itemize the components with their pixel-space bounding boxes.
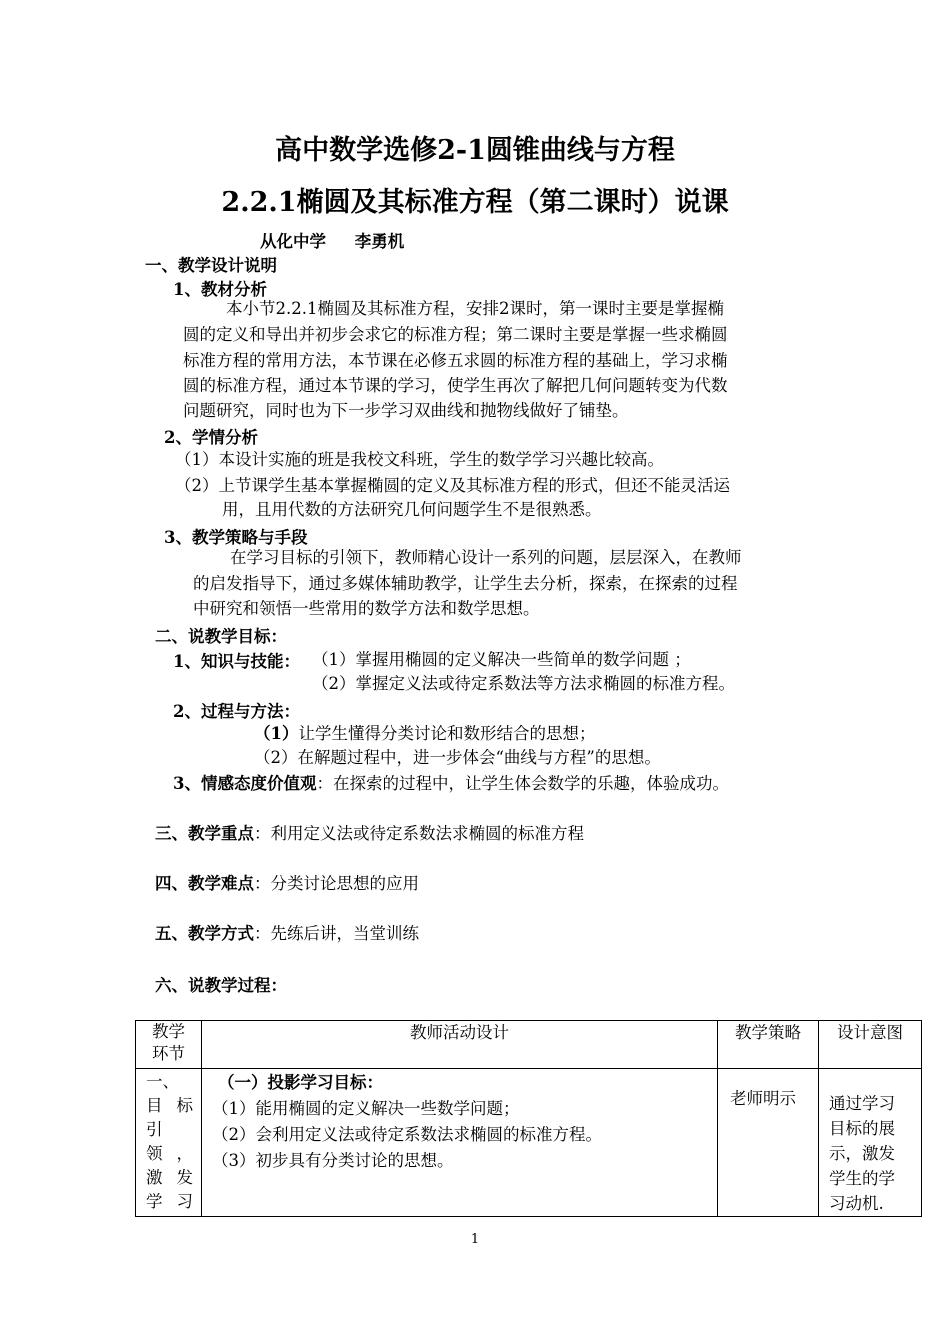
goal-line: 让学生懂得分类讨论和数形结合的思想； — [298, 724, 596, 743]
section-4-label: 四、教学难点 — [155, 874, 254, 893]
paragraph-line: （1）本设计实施的班是我校文科班，学生的数学学习兴趣比较高。 — [175, 450, 664, 469]
stage-line: 引 — [146, 1120, 163, 1139]
stage-cell — [136, 1069, 202, 1217]
paragraph-line: 中研究和领悟一些常用的数学方法和数学思想。 — [193, 599, 540, 618]
document-title: 高中数学选修2-1圆锥曲线与方程 — [275, 135, 675, 166]
subsection-1-3-heading: 3、教学策略与手段 — [164, 528, 308, 547]
teaching-process-table — [135, 1020, 922, 1217]
table-header-cell: 设计意图 — [819, 1021, 922, 1069]
paragraph-line: 用，且用代数的方法研究几何问题学生不是很熟悉。 — [222, 500, 602, 519]
section-6-heading: 六、说教学过程： — [155, 976, 287, 995]
activity-title: （一）投影学习目标： — [218, 1073, 383, 1092]
paragraph-line: 的启发指导下，通过多媒体辅助教学，让学生去分析，探索，在探索的过程 — [193, 574, 738, 593]
section-5-text: ：先练后讲，当堂训练 — [254, 924, 419, 943]
table-header-cell: 教学策略 — [718, 1021, 819, 1069]
section-2-heading: 二、说教学目标： — [155, 627, 287, 646]
section-5-label: 五、教学方式 — [155, 924, 254, 943]
intent-cell — [819, 1069, 922, 1217]
stage-line: 领 ， — [146, 1144, 193, 1163]
subsection-1-1-heading: 1、教材分析 — [173, 280, 267, 299]
table-header-cell: 教学 环节 — [136, 1021, 202, 1069]
goal-number: （1） — [254, 724, 299, 743]
paragraph-line: 标准方程的常用方法，本节课在必修五求圆的标准方程的基础上，学习求椭 — [183, 351, 728, 370]
goal-line: （2）在解题过程中，进一步体会“曲线与方程”的思想。 — [254, 748, 661, 767]
activity-line: （2）会利用定义法或待定系数法求椭圆的标准方程。 — [212, 1125, 602, 1144]
knowledge-skill-label: 1、知识与技能： — [173, 652, 300, 671]
stage-line: 激 发 — [146, 1168, 193, 1187]
intent-line: 通过学习 — [829, 1094, 895, 1113]
paragraph-line: 在学习目标的引领下，教师精心设计一系列的问题，层层深入，在教师 — [230, 548, 742, 567]
document-subtitle: 2.2.1椭圆及其标准方程（第二课时）说课 — [221, 187, 729, 218]
section-3-text: ：利用定义法或待定系数法求椭圆的标准方程 — [254, 824, 584, 843]
goal-line: ：在探索的过程中，让学生体会数学的乐趣，体验成功。 — [316, 774, 729, 793]
paragraph-line: 圆的标准方程，通过本节课的学习，使学生再次了解把几何问题转变为代数 — [183, 376, 728, 395]
intent-line: 学生的学 — [829, 1169, 895, 1188]
intent-line: 示，激发 — [829, 1144, 895, 1163]
table-header-row — [136, 1021, 922, 1069]
activity-line: （3）初步具有分类讨论的思想。 — [212, 1151, 454, 1170]
intent-line: 目标的展 — [829, 1119, 895, 1138]
section-3-label: 三、教学重点 — [155, 824, 254, 843]
subsection-1-2-heading: 2、学情分析 — [164, 428, 258, 447]
goal-line: （1）掌握用椭圆的定义解决一些简单的数学问题 ； — [312, 650, 691, 669]
author-line: 从化中学 李勇机 — [260, 232, 405, 251]
activity-cell — [202, 1069, 718, 1217]
stage-line: 学 习 — [146, 1192, 193, 1211]
paragraph-line: 问题研究，同时也为下一步学习双曲线和抛物线做好了铺垫。 — [183, 401, 629, 420]
stage-line: 一、 — [146, 1072, 179, 1091]
strategy-text: 老师明示 — [730, 1089, 796, 1108]
section-4-text: ：分类讨论思想的应用 — [254, 874, 419, 893]
paragraph-line: （2）上节课学生基本掌握椭圆的定义及其标准方程的形式，但还不能灵活运 — [175, 476, 730, 495]
paragraph-line: 本小节2.2.1椭圆及其标准方程，安排2课时，第一课时主要是掌握椭 — [226, 299, 724, 318]
intent-line: 习动机. — [829, 1194, 884, 1213]
stage-line: 目 标 — [146, 1096, 193, 1115]
activity-line: （1）能用椭圆的定义解决一些数学问题； — [212, 1099, 520, 1118]
process-method-label: 2、过程与方法： — [173, 702, 300, 721]
table-row — [136, 1069, 922, 1217]
section-1-heading: 一、教学设计说明 — [145, 256, 277, 275]
strategy-cell — [718, 1069, 819, 1217]
table-header-cell: 教师活动设计 — [202, 1021, 718, 1069]
paragraph-line: 圆的定义和导出并初步会求它的标准方程；第二课时主要是掌握一些求椭圆 — [183, 325, 728, 344]
goal-line: （2）掌握定义法或待定系数法等方法求椭圆的标准方程。 — [312, 674, 735, 693]
page-number: 1 — [470, 1232, 480, 1247]
emotion-attitude-label: 3、情感态度价值观 — [173, 774, 317, 793]
